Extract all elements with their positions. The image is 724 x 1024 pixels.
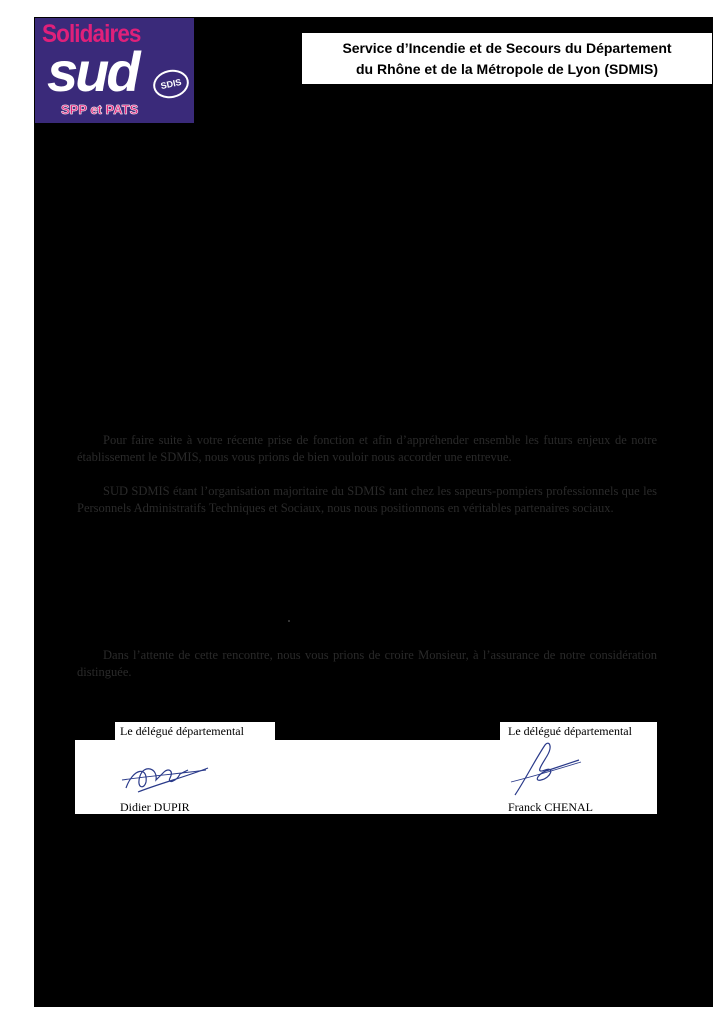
- sud-solidaires-logo: [35, 18, 194, 123]
- logo-solidaires-text: Solidaires: [42, 20, 141, 48]
- logo-spp-pats-text: SPP et PATS: [61, 102, 139, 117]
- header-line-1: Service d’Incendie et de Secours du Département: [342, 40, 672, 56]
- signature-left-name: Didier DUPIR: [120, 800, 190, 814]
- stray-mark: [288, 620, 290, 622]
- body-paragraph-1: [77, 432, 657, 466]
- body-paragraph-3: [77, 647, 657, 681]
- paragraph-1-text: Pour faire suite à votre récente prise de fonction et afin d’appréhender ensemble les futurs enjeux de notre établissement le SDMIS, nous vous prions de bien vouloir nous accorder une entrevue.: [77, 433, 657, 464]
- signature-right-title: Le délégué départemental: [508, 724, 632, 738]
- recipient-header: [302, 33, 712, 84]
- signature-right-handwriting: [505, 740, 585, 800]
- header-line-2: du Rhône et de la Métropole de Lyon (SDMIS): [355, 61, 659, 77]
- paragraph-3-text: Dans l’attente de cette rencontre, nous vous prions de croire Monsieur, à l’assurance de notre considération distinguée.: [77, 648, 657, 679]
- signature-right-name: Franck CHENAL: [508, 800, 593, 814]
- logo-sdis-badge: SDIS: [150, 67, 191, 102]
- signature-left-handwriting: [118, 758, 213, 798]
- logo-sud-text: sud: [47, 40, 138, 103]
- body-paragraph-2: [77, 483, 657, 517]
- paragraph-2-text: SUD SDMIS étant l’organisation majoritaire du SDMIS tant chez les sapeurs-pompiers professionnels que les Personnels Administratifs Techniques et Sociaux, nous nous positionnons en véritables partenaires sociaux.: [77, 484, 657, 515]
- signature-left-title: Le délégué départemental: [120, 724, 244, 738]
